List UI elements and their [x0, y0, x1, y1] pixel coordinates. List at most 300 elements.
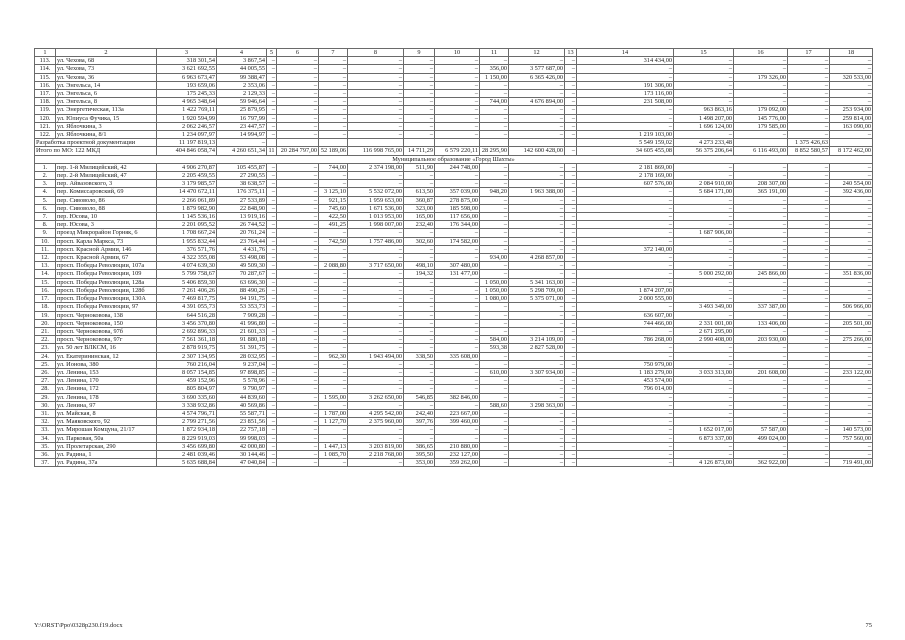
- table-cell: 4 074 639,30: [157, 262, 217, 270]
- table-cell: 5.: [35, 196, 56, 204]
- table-cell: –: [277, 213, 319, 221]
- table-cell: –: [565, 90, 577, 98]
- table-cell: 607 576,00: [577, 180, 674, 188]
- table-cell: –: [674, 57, 734, 65]
- table-row: [35, 278, 873, 286]
- table-cell: –: [577, 106, 674, 114]
- table-cell: –: [565, 254, 577, 262]
- table-cell: –: [319, 295, 348, 303]
- table-cell: –: [509, 459, 565, 467]
- table-cell: –: [435, 73, 480, 81]
- table-cell: –: [435, 295, 480, 303]
- table-cell: –: [277, 426, 319, 434]
- table-cell: –: [565, 122, 577, 130]
- table-cell: 719 491,00: [830, 459, 873, 467]
- table-cell: 7: [319, 49, 348, 57]
- table-cell: 360,87: [404, 196, 435, 204]
- table-cell: ул. Майская, 8: [56, 409, 157, 417]
- table-cell: –: [788, 204, 830, 212]
- table-cell: просп. Победы Революции, 130А: [56, 295, 157, 303]
- table-cell: –: [830, 254, 873, 262]
- table-cell: 253 934,00: [830, 106, 873, 114]
- table-cell: –: [565, 368, 577, 376]
- table-cell: 30 144,46: [217, 450, 267, 458]
- table-cell: –: [348, 286, 404, 294]
- table-cell: –: [565, 131, 577, 139]
- table-cell: –: [404, 245, 435, 253]
- table-cell: 786 268,00: [577, 336, 674, 344]
- table-cell: 176 375,11: [217, 188, 267, 196]
- table-cell: 14 470 672,11: [157, 188, 217, 196]
- table-cell: –: [404, 303, 435, 311]
- table-cell: –: [277, 65, 319, 73]
- table-cell: 4 260 651,34: [217, 147, 267, 155]
- table-cell: –: [577, 303, 674, 311]
- table-cell: 27 290,55: [217, 172, 267, 180]
- table-cell: 962,30: [319, 352, 348, 360]
- table-cell: –: [267, 360, 277, 368]
- table-cell: 1 013 953,00: [348, 213, 404, 221]
- table-cell: –: [565, 336, 577, 344]
- table-cell: –: [404, 377, 435, 385]
- table-cell: 191 306,00: [577, 81, 674, 89]
- table-cell: –: [267, 163, 277, 171]
- table-cell: –: [577, 409, 674, 417]
- table-cell: 1 652 017,00: [674, 426, 734, 434]
- table-cell: –: [277, 196, 319, 204]
- table-cell: –: [319, 90, 348, 98]
- table-cell: 41 996,80: [217, 319, 267, 327]
- table-cell: –: [277, 327, 319, 335]
- table-cell: 3 307 934,00: [509, 368, 565, 376]
- table-cell: 2 799 271,56: [157, 418, 217, 426]
- table-cell: 120.: [35, 114, 56, 122]
- table-cell: –: [509, 163, 565, 171]
- table-cell: –: [565, 303, 577, 311]
- table-cell: –: [577, 73, 674, 81]
- table-cell: ул. Яблочкина, 3: [56, 122, 157, 130]
- table-cell: 114.: [35, 65, 56, 73]
- table-cell: –: [404, 65, 435, 73]
- table-cell: –: [348, 336, 404, 344]
- table-cell: –: [480, 385, 509, 393]
- table-cell: –: [830, 401, 873, 409]
- table-cell: –: [319, 303, 348, 311]
- table-cell: 14 711,29: [404, 147, 435, 155]
- table-cell: –: [577, 122, 674, 130]
- table-cell: 174 582,00: [435, 237, 480, 245]
- table-cell: –: [404, 131, 435, 139]
- table-cell: –: [565, 204, 577, 212]
- table-cell: –: [480, 221, 509, 229]
- table-cell: –: [565, 270, 577, 278]
- table-cell: 1 959 653,00: [348, 196, 404, 204]
- table-cell: –: [788, 418, 830, 426]
- table-cell: –: [565, 106, 577, 114]
- table-cell: –: [277, 122, 319, 130]
- table-cell: 18.: [35, 303, 56, 311]
- table-cell: [277, 139, 319, 147]
- table-cell: –: [404, 360, 435, 368]
- table-cell: –: [480, 122, 509, 130]
- table-cell: 115.: [35, 73, 56, 81]
- table-cell: 231 508,00: [577, 98, 674, 106]
- table-cell: –: [788, 57, 830, 65]
- table-cell: –: [577, 114, 674, 122]
- table-cell: –: [674, 204, 734, 212]
- table-cell: –: [348, 131, 404, 139]
- table-cell: –: [509, 229, 565, 237]
- table-cell: [509, 139, 565, 147]
- table-cell: –: [509, 319, 565, 327]
- section-title: Муниципальное образование «Город Шахты»: [35, 155, 873, 163]
- table-cell: 94 191,75: [217, 295, 267, 303]
- table-cell: –: [788, 401, 830, 409]
- table-cell: –: [509, 262, 565, 270]
- table-cell: –: [788, 385, 830, 393]
- table-cell: –: [788, 450, 830, 458]
- table-cell: –: [830, 204, 873, 212]
- table-cell: 1 963 388,00: [509, 188, 565, 196]
- table-cell: 2.: [35, 172, 56, 180]
- table-row: [35, 106, 873, 114]
- table-cell: –: [577, 65, 674, 73]
- table-cell: 245 866,00: [734, 270, 788, 278]
- table-cell: 23 851,56: [217, 418, 267, 426]
- table-cell: 51 391,75: [217, 344, 267, 352]
- table-cell: –: [734, 245, 788, 253]
- table-cell: 1 085,70: [319, 450, 348, 458]
- table-row: [35, 81, 873, 89]
- table-cell: 97 898,85: [217, 368, 267, 376]
- table-cell: 1 080,00: [480, 295, 509, 303]
- table-cell: 40 569,86: [217, 401, 267, 409]
- table-cell: –: [788, 213, 830, 221]
- table-cell: –: [277, 434, 319, 442]
- table-cell: 1 234 097,97: [157, 131, 217, 139]
- table-cell: –: [435, 122, 480, 130]
- table-cell: 30.: [35, 401, 56, 409]
- table-cell: –: [217, 139, 267, 147]
- table-cell: 26.: [35, 368, 56, 376]
- table-cell: 59 946,64: [217, 98, 267, 106]
- table-cell: –: [830, 352, 873, 360]
- table-cell: 25 879,95: [217, 106, 267, 114]
- table-cell: ул. Екатерининская, 12: [56, 352, 157, 360]
- table-cell: –: [788, 377, 830, 385]
- table-cell: 26 744,52: [217, 221, 267, 229]
- table-cell: 179 585,00: [734, 122, 788, 130]
- table-cell: –: [674, 360, 734, 368]
- table-cell: –: [267, 245, 277, 253]
- table-cell: –: [830, 65, 873, 73]
- table-cell: –: [267, 286, 277, 294]
- table-cell: –: [348, 319, 404, 327]
- table-cell: –: [277, 81, 319, 89]
- table-cell: –: [830, 196, 873, 204]
- table-cell: –: [674, 90, 734, 98]
- table-cell: 588,60: [480, 401, 509, 409]
- table-cell: –: [509, 327, 565, 335]
- table-cell: просп. Красной Армии, 146: [56, 245, 157, 253]
- table-cell: –: [267, 106, 277, 114]
- table-cell: 21.: [35, 327, 56, 335]
- table-cell: –: [788, 319, 830, 327]
- table-cell: –: [480, 262, 509, 270]
- table-cell: 11: [268, 147, 275, 155]
- table-cell: –: [480, 114, 509, 122]
- table-cell: 20 284 797,00: [277, 147, 319, 155]
- table-cell: –: [734, 221, 788, 229]
- table-cell: –: [348, 368, 404, 376]
- table-cell: –: [348, 385, 404, 393]
- table-cell: 193 659,06: [157, 81, 217, 89]
- table-cell: ул. Яблочкина, 8/1: [56, 131, 157, 139]
- table-cell: –: [319, 229, 348, 237]
- table-row: [35, 229, 873, 237]
- table-cell: –: [319, 81, 348, 89]
- table-cell: –: [565, 65, 577, 73]
- total-row: [35, 147, 873, 155]
- table-cell: –: [267, 311, 277, 319]
- table-cell: 422,50: [319, 213, 348, 221]
- table-cell: –: [509, 131, 565, 139]
- table-cell: 24.: [35, 352, 56, 360]
- table-cell: 99 998,03: [217, 434, 267, 442]
- table-cell: –: [509, 352, 565, 360]
- table-cell: –: [319, 336, 348, 344]
- table-cell: –: [267, 98, 277, 106]
- table-cell: –: [267, 204, 277, 212]
- table-cell: –: [480, 229, 509, 237]
- table-cell: 397,76: [404, 418, 435, 426]
- table-cell: –: [788, 327, 830, 335]
- table-cell: 242,40: [404, 409, 435, 417]
- table-cell: –: [577, 401, 674, 409]
- table-cell: –: [577, 450, 674, 458]
- table-cell: –: [734, 344, 788, 352]
- table-cell: 610,00: [480, 368, 509, 376]
- table-cell: –: [565, 295, 577, 303]
- table-cell: –: [319, 278, 348, 286]
- table-cell: пер. Юсова, 10: [56, 213, 157, 221]
- table-cell: 491,25: [319, 221, 348, 229]
- table-cell: –: [788, 163, 830, 171]
- table-cell: пер. Комиссаровский, 69: [56, 188, 157, 196]
- table-cell: [348, 139, 404, 147]
- table-cell: –: [319, 368, 348, 376]
- table-cell: –: [734, 65, 788, 73]
- table-cell: 546,85: [404, 393, 435, 401]
- table-cell: –: [674, 409, 734, 417]
- table-cell: –: [674, 98, 734, 106]
- table-cell: –: [404, 295, 435, 303]
- table-cell: –: [319, 459, 348, 467]
- table-cell: 376 571,76: [157, 245, 217, 253]
- table-cell: 12: [509, 49, 565, 57]
- table-cell: 5 635 688,84: [157, 459, 217, 467]
- table-cell: –: [830, 409, 873, 417]
- table-cell: 23 447,57: [217, 122, 267, 130]
- table-cell: 105 455,87: [217, 163, 267, 171]
- table-cell: 3: [157, 49, 217, 57]
- table-cell: –: [509, 106, 565, 114]
- table-cell: –: [277, 418, 319, 426]
- table-cell: –: [734, 163, 788, 171]
- table-cell: 2: [56, 49, 157, 57]
- table-cell: –: [788, 254, 830, 262]
- table-cell: 117.: [35, 90, 56, 98]
- table-cell: –: [788, 368, 830, 376]
- table-cell: 745,60: [319, 204, 348, 212]
- table-cell: –: [267, 213, 277, 221]
- table-cell: 744,00: [319, 163, 348, 171]
- table-cell: –: [734, 295, 788, 303]
- table-cell: –: [348, 122, 404, 130]
- table-cell: –: [734, 237, 788, 245]
- table-cell: –: [509, 172, 565, 180]
- table-cell: –: [404, 81, 435, 89]
- table-cell: 16: [734, 49, 788, 57]
- table-cell: 20 761,24: [217, 229, 267, 237]
- table-cell: –: [277, 311, 319, 319]
- table-cell: 47 040,84: [217, 459, 267, 467]
- table-cell: –: [277, 57, 319, 65]
- table-cell: –: [830, 229, 873, 237]
- table-cell: –: [404, 401, 435, 409]
- table-cell: 796 014,00: [577, 385, 674, 393]
- table-cell: 6.: [35, 204, 56, 212]
- table-cell: –: [577, 434, 674, 442]
- table-row: [35, 352, 873, 360]
- table-cell: пер. 1-й Милицейский, 42: [56, 163, 157, 171]
- table-cell: 399 460,00: [435, 418, 480, 426]
- table-cell: –: [348, 327, 404, 335]
- table-cell: 5 684 171,00: [674, 188, 734, 196]
- table-cell: –: [830, 245, 873, 253]
- table-cell: 3 179 985,57: [157, 180, 217, 188]
- table-cell: 307 480,00: [435, 262, 480, 270]
- table-cell: 27 533,89: [217, 196, 267, 204]
- table-cell: 3 577 687,00: [509, 65, 565, 73]
- table-cell: 88 490,26: [217, 286, 267, 294]
- table-cell: –: [565, 426, 577, 434]
- table-cell: –: [565, 81, 577, 89]
- table-cell: –: [348, 57, 404, 65]
- table-cell: –: [577, 221, 674, 229]
- table-cell: 499 024,00: [734, 434, 788, 442]
- table-cell: –: [577, 270, 674, 278]
- table-cell: 459 152,96: [157, 377, 217, 385]
- table-cell: –: [404, 368, 435, 376]
- table-cell: –: [830, 377, 873, 385]
- table-cell: 337 387,00: [734, 303, 788, 311]
- table-cell: –: [674, 73, 734, 81]
- table-cell: 1 219 103,00: [577, 131, 674, 139]
- table-cell: 201 608,00: [734, 368, 788, 376]
- table-cell: –: [267, 442, 277, 450]
- table-cell: ул. Энгельса, 6: [56, 90, 157, 98]
- table-cell: –: [788, 434, 830, 442]
- table-cell: –: [267, 180, 277, 188]
- table-row: [35, 65, 873, 73]
- table-row: [35, 254, 873, 262]
- table-cell: 318 301,54: [157, 57, 217, 65]
- table-cell: –: [277, 409, 319, 417]
- table-cell: просп. Черноковова, 138: [56, 311, 157, 319]
- table-cell: 15.: [35, 278, 56, 286]
- table-cell: [480, 139, 509, 147]
- table-cell: ул. Чехова, 73: [56, 65, 157, 73]
- table-cell: 2 990 408,00: [674, 336, 734, 344]
- table-cell: 25.: [35, 360, 56, 368]
- table-cell: 2 331 001,00: [674, 319, 734, 327]
- table-cell: 9: [404, 49, 435, 57]
- table-cell: 31.: [35, 409, 56, 417]
- table-cell: –: [830, 213, 873, 221]
- table-cell: –: [404, 57, 435, 65]
- table-cell: –: [734, 262, 788, 270]
- table-cell: –: [565, 213, 577, 221]
- table-cell: –: [348, 311, 404, 319]
- table-cell: –: [734, 278, 788, 286]
- table-cell: пер. Сивоволо, 88: [56, 204, 157, 212]
- table-cell: 4 295 542,00: [348, 409, 404, 417]
- table-cell: –: [348, 377, 404, 385]
- table-cell: –: [319, 98, 348, 106]
- table-cell: 5: [267, 49, 277, 57]
- table-cell: –: [509, 114, 565, 122]
- table-cell: –: [267, 188, 277, 196]
- table-cell: –: [788, 393, 830, 401]
- table-cell: 208 307,00: [734, 180, 788, 188]
- table-cell: –: [319, 434, 348, 442]
- table-cell: 15: [674, 49, 734, 57]
- table-cell: –: [267, 409, 277, 417]
- table-cell: –: [319, 401, 348, 409]
- table-cell: –: [509, 393, 565, 401]
- table-cell: –: [674, 385, 734, 393]
- table-cell: 2 178 169,00: [577, 172, 674, 180]
- table-cell: –: [674, 262, 734, 270]
- table-cell: –: [788, 344, 830, 352]
- table-cell: 1 050,00: [480, 278, 509, 286]
- table-cell: 44 005,55: [217, 65, 267, 73]
- table-cell: 140 573,00: [830, 426, 873, 434]
- table-cell: 16 797,99: [217, 114, 267, 122]
- table-cell: –: [830, 327, 873, 335]
- table-cell: 1 447,13: [319, 442, 348, 450]
- table-cell: 2 201 095,52: [157, 221, 217, 229]
- table-row: [35, 114, 873, 122]
- table-cell: –: [830, 450, 873, 458]
- table-cell: –: [435, 278, 480, 286]
- table-cell: [830, 139, 873, 147]
- table-cell: –: [480, 418, 509, 426]
- table-cell: 3 717 650,00: [348, 262, 404, 270]
- table-cell: –: [565, 442, 577, 450]
- table-cell: 593,38: [480, 344, 509, 352]
- table-cell: 5 298 709,00: [509, 286, 565, 294]
- table-cell: –: [348, 426, 404, 434]
- table-cell: 5 406 859,30: [157, 278, 217, 286]
- table-cell: –: [480, 450, 509, 458]
- table-cell: 118.: [35, 98, 56, 106]
- table-cell: –: [435, 81, 480, 89]
- table-cell: 353,00: [404, 459, 435, 467]
- table-cell: 10.: [35, 237, 56, 245]
- table-cell: пер. Юсова, 3: [56, 221, 157, 229]
